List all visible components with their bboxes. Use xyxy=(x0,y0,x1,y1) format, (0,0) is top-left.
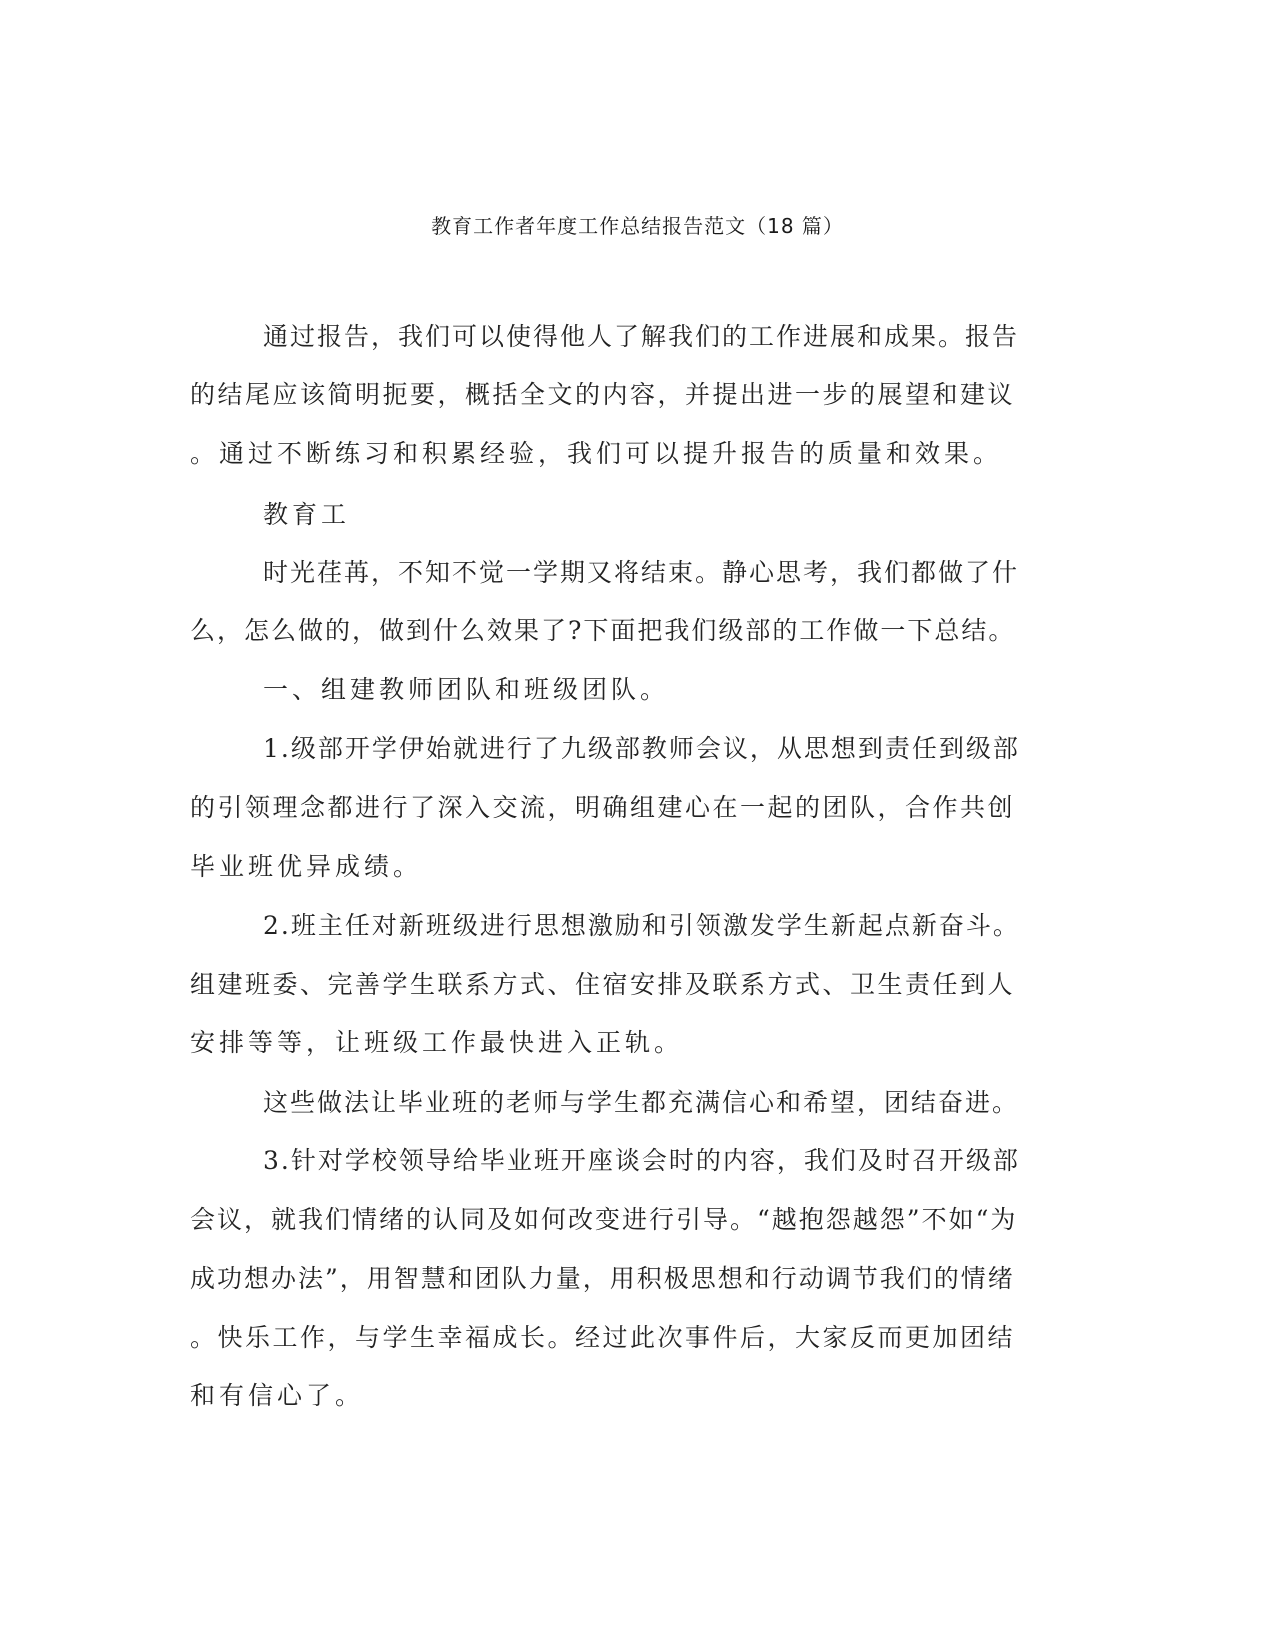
paragraph-line: 教育工 xyxy=(263,500,351,529)
paragraph-line: 的引领理念都进行了深入交流，明确组建心在一起的团队，合作共创 xyxy=(190,793,1016,822)
paragraph-line: 通过报告，我们可以使得他人了解我们的工作进展和成果。报告 xyxy=(263,322,1020,351)
paragraph-line: 和有信心了。 xyxy=(190,1381,365,1410)
paragraph-line: 会议，就我们情绪的认同及如何改变进行引导。“越抱怨越怨”不如“为 xyxy=(190,1205,1018,1234)
paragraph-line: 成功想办法”，用智慧和团队力量，用积极思想和行动调节我们的情绪 xyxy=(190,1264,1015,1293)
paragraph-line: 这些做法让毕业班的老师与学生都充满信心和希望，团结奋进。 xyxy=(263,1088,1020,1117)
paragraph-line: 1.级部开学伊始就进行了九级部教师会议，从思想到责任到级部 xyxy=(263,734,1020,763)
paragraph-line: 时光荏苒，不知不觉一学期又将结束。静心思考，我们都做了什 xyxy=(263,558,1020,587)
paragraph-line: 2.班主任对新班级进行思想激励和引领激发学生新起点新奋斗。 xyxy=(263,911,1020,940)
paragraph-line: 。通过不断练习和积累经验，我们可以提升报告的质量和效果。 xyxy=(190,439,1003,468)
paragraph-line: 3.针对学校领导给毕业班开座谈会时的内容，我们及时召开级部 xyxy=(263,1146,1020,1175)
section-heading: 一、组建教师团队和班级团队。 xyxy=(263,675,670,704)
paragraph-line: 。快乐工作，与学生幸福成长。经过此次事件后，大家反而更加团结 xyxy=(190,1323,1016,1352)
paragraph-line: 么，怎么做的，做到什么效果了?下面把我们级部的工作做一下总结。 xyxy=(190,616,1016,645)
paragraph-line: 安排等等，让班级工作最快进入正轨。 xyxy=(190,1028,684,1057)
document-title: 教育工作者年度工作总结报告范文（18 篇） xyxy=(431,214,844,238)
paragraph-line: 组建班委、完善学生联系方式、住宿安排及联系方式、卫生责任到人 xyxy=(190,970,1016,999)
paragraph-line: 毕业班优异成绩。 xyxy=(190,852,423,881)
paragraph-line: 的结尾应该简明扼要，概括全文的内容，并提出进一步的展望和建议 xyxy=(190,380,1016,409)
